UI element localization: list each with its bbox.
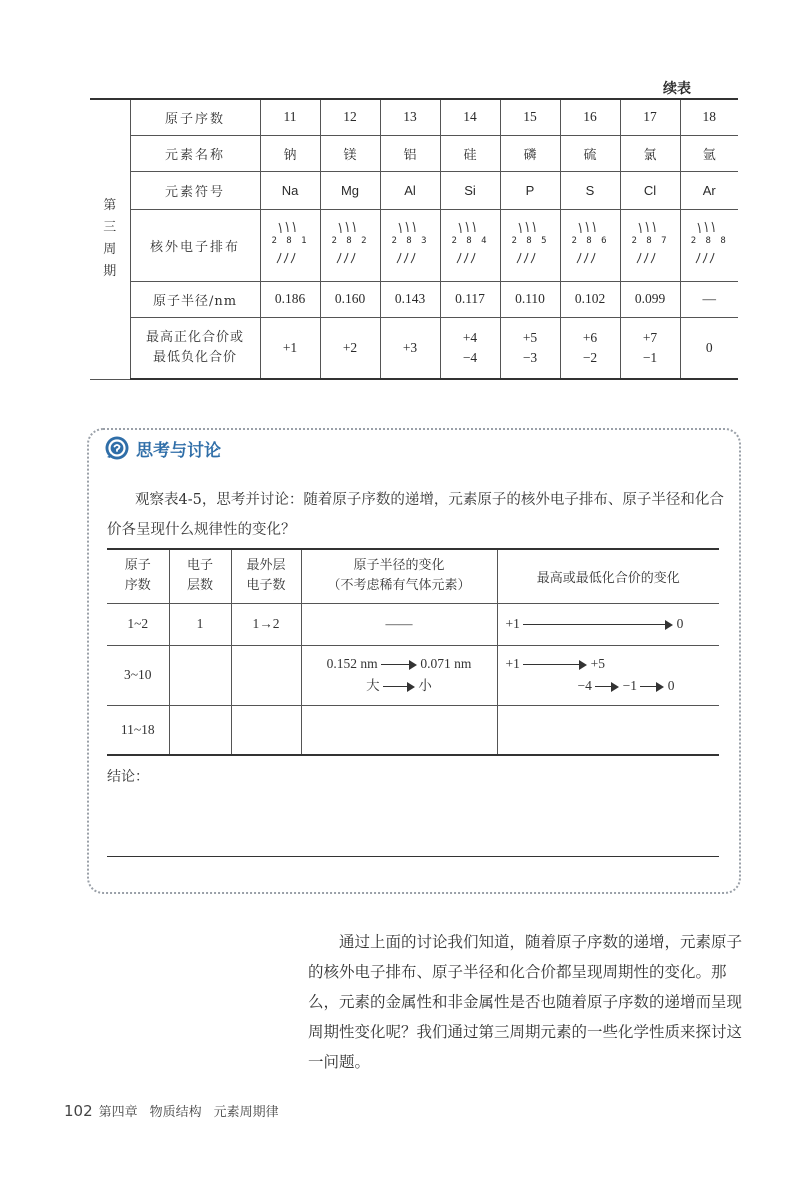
valence-cell	[560, 317, 620, 379]
header-radius-title: 原子半径的变化	[353, 558, 445, 574]
row-radius: ——	[301, 603, 497, 645]
element-name-cell: 铝	[380, 135, 440, 171]
discussion-title: 思考与讨论	[136, 440, 221, 461]
page-footer	[64, 1101, 291, 1120]
row-outer-electrons: 1→2	[231, 603, 301, 645]
shell-diagram-cell	[320, 209, 380, 281]
shell-diagram-cell	[380, 209, 440, 281]
shell-diagram-cell	[620, 209, 680, 281]
footer-chapter-title: 物质结构	[149, 1105, 202, 1120]
continued-label: 续表	[663, 81, 691, 97]
atomic-number-cell: 15	[500, 99, 560, 135]
valence-max: +7	[642, 329, 658, 345]
shell-diagram	[510, 219, 550, 267]
shell-digits: 2 8 5	[511, 236, 549, 246]
discussion-table	[107, 548, 719, 756]
discussion-row	[107, 645, 719, 705]
element-symbol-cell: Si	[440, 171, 500, 209]
outer-to: 2	[272, 616, 280, 631]
shell-diagram	[630, 219, 670, 267]
shell-diagram-cell	[500, 209, 560, 281]
radius-cell: 0.143	[380, 281, 440, 317]
footer-chapter: 第四章	[98, 1105, 138, 1120]
row-valence	[497, 603, 719, 645]
size-from: 大	[366, 678, 380, 693]
shell-diagram	[689, 219, 729, 267]
shell-digits: 2 8 2	[331, 236, 369, 246]
arrow-icon	[383, 682, 415, 692]
radius-cell: 0.102	[560, 281, 620, 317]
valence-max: +1	[282, 339, 298, 355]
element-symbol-cell: S	[560, 171, 620, 209]
row-range: 11~18	[107, 705, 169, 755]
element-symbol-cell: Mg	[320, 171, 380, 209]
radius-cell: 0.110	[500, 281, 560, 317]
atomic-number-cell: 16	[560, 99, 620, 135]
label-atomic-number: 原子序数	[130, 99, 260, 135]
shell-digits: 2 8 6	[571, 236, 609, 246]
row-range: 3~10	[107, 645, 169, 705]
atomic-number-cell: 12	[320, 99, 380, 135]
header-shells: 电子层数	[169, 549, 231, 603]
radius-cell: 0.186	[260, 281, 320, 317]
valence-max: +6	[582, 329, 598, 345]
valence-neg-3: 0	[667, 678, 675, 693]
arrow-icon	[381, 660, 417, 670]
row-outer-electrons	[231, 645, 301, 705]
row-radius	[301, 645, 497, 705]
page-number: 102	[64, 1102, 93, 1120]
period-label	[90, 99, 130, 379]
valence-min: −1	[642, 349, 658, 365]
valence-max: +5	[522, 329, 538, 345]
shell-diagram-cell	[440, 209, 500, 281]
shell-digits: 2 8 4	[451, 236, 489, 246]
element-symbol-cell: P	[500, 171, 560, 209]
shell-diagram-cell	[260, 209, 320, 281]
row-valence	[497, 705, 719, 755]
shell-diagram	[390, 219, 430, 267]
header-outer-electrons: 最外层电子数	[231, 549, 301, 603]
shell-diagram	[270, 219, 310, 267]
shell-diagram-cell	[680, 209, 738, 281]
shell-digits: 2 8 8	[690, 236, 728, 246]
radius-cell: —	[680, 281, 738, 317]
period-label-text: 第 三 周 期	[103, 198, 117, 280]
element-symbol-cell: Ar	[680, 171, 738, 209]
valence-cell	[260, 317, 320, 379]
valence-to: 0	[676, 616, 684, 631]
label-element-symbol: 元素符号	[130, 171, 260, 209]
element-name-cell: 氯	[620, 135, 680, 171]
atomic-number-cell: 13	[380, 99, 440, 135]
valence-min: −3	[522, 349, 538, 365]
row-atomic-number	[90, 99, 738, 135]
label-atomic-radius: 原子半径/nm	[130, 281, 260, 317]
shell-diagram	[570, 219, 610, 267]
atomic-number-cell: 14	[440, 99, 500, 135]
valence-pos-to: +5	[590, 656, 605, 671]
footer-section: 元素周期律	[213, 1105, 279, 1120]
shell-digits: 2 8 3	[391, 236, 429, 246]
discussion-intro: 观察表4-5，思考并讨论：随着原子序数的递增，元素原子的核外电子排布、原子半径和化合价各呈现什么规律性的变化？	[107, 492, 724, 538]
header-radius-note: （不考虑稀有气体元素）	[327, 578, 471, 594]
valence-neg-1: −4	[577, 678, 592, 693]
radius-cell: 0.099	[620, 281, 680, 317]
radius-from: 0.152 nm	[326, 656, 378, 671]
row-outer-electrons	[231, 705, 301, 755]
row-shells: 1	[169, 603, 231, 645]
row-range: 1~2	[107, 603, 169, 645]
row-valence	[497, 645, 719, 705]
valence-cell	[500, 317, 560, 379]
shell-diagram	[330, 219, 370, 267]
valence-cell	[320, 317, 380, 379]
label-element-name: 元素名称	[130, 135, 260, 171]
element-symbol-cell: Na	[260, 171, 320, 209]
arrow-icon	[523, 620, 673, 630]
shell-digits: 2 8 7	[631, 236, 669, 246]
shell-diagram	[450, 219, 490, 267]
arrow-icon	[640, 682, 664, 692]
valence-max: +2	[342, 339, 358, 355]
shell-digits: 2 8 1	[271, 236, 309, 246]
row-atomic-radius	[90, 281, 738, 317]
element-name-cell: 钠	[260, 135, 320, 171]
valence-pos-from: +1	[505, 656, 520, 671]
element-symbol-cell: Al	[380, 171, 440, 209]
body-text: 通过上面的讨论我们知道，随着原子序数的递增，元素原子的核外电子排布、原子半径和化合价都呈现周期性的变化。那么，元素的金属性和非金属性是否也随着原子序数的递增而呈现周期性变化呢？我们通过第三周期元素的一些化学性质来探讨这一问题。	[308, 933, 743, 1071]
row-radius	[301, 705, 497, 755]
header-valence: 最高或最低化合价的变化	[497, 549, 719, 603]
element-name-cell: 磷	[500, 135, 560, 171]
row-shells	[169, 705, 231, 755]
valence-max: +4	[462, 329, 478, 345]
valence-min: −2	[582, 349, 598, 365]
valence-cell	[620, 317, 680, 379]
period-three-table	[90, 98, 738, 380]
size-to: 小	[418, 678, 432, 693]
label-electron-config: 核外电子排布	[130, 209, 260, 281]
valence-min: −4	[462, 349, 478, 365]
element-symbol-cell: Cl	[620, 171, 680, 209]
discussion-header-row	[107, 549, 719, 603]
shell-diagram-cell	[560, 209, 620, 281]
element-name-cell: 硫	[560, 135, 620, 171]
row-element-name	[90, 135, 738, 171]
element-name-cell: 镁	[320, 135, 380, 171]
valence-cell	[440, 317, 500, 379]
outer-from: 1	[252, 616, 260, 631]
element-name-cell: 硅	[440, 135, 500, 171]
valence-max: +3	[402, 339, 418, 355]
discussion-row	[107, 705, 719, 755]
header-atomic-number: 原子序数	[107, 549, 169, 603]
conclusion-label: 结论：	[107, 769, 149, 785]
row-shells	[169, 645, 231, 705]
body-paragraph	[308, 927, 748, 1077]
element-name-cell: 氩	[680, 135, 738, 171]
atomic-number-cell: 11	[260, 99, 320, 135]
discussion-icon	[104, 435, 130, 461]
conclusion-line	[107, 856, 719, 857]
atomic-number-cell: 17	[620, 99, 680, 135]
row-electron-config	[90, 209, 738, 281]
radius-to: 0.071 nm	[420, 656, 472, 671]
discussion-row	[107, 603, 719, 645]
valence-neg-2: −1	[622, 678, 637, 693]
valence-cell	[680, 317, 738, 379]
radius-cell: 0.117	[440, 281, 500, 317]
valence-max: 0	[705, 339, 713, 355]
arrow-icon	[595, 682, 619, 692]
label-valence: 最高正化合价或最低负化合价	[130, 317, 260, 379]
row-valence	[90, 317, 738, 379]
arrow-icon	[523, 660, 587, 670]
valence-cell	[380, 317, 440, 379]
row-element-symbol	[90, 171, 738, 209]
discussion-title-bar	[104, 435, 221, 461]
radius-cell: 0.160	[320, 281, 380, 317]
atomic-number-cell: 18	[680, 99, 738, 135]
valence-from: +1	[505, 616, 520, 631]
header-radius	[301, 549, 497, 603]
